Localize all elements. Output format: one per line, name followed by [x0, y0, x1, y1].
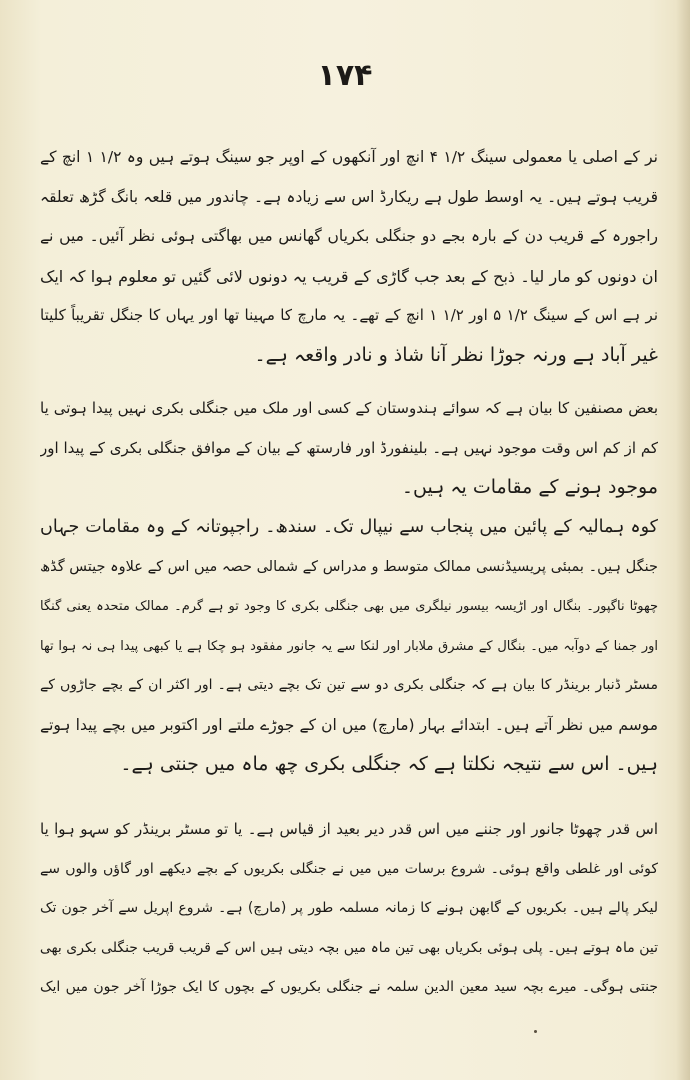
- page-edge-shadow: [676, 0, 690, 1080]
- text-line: راجورہ کے قریب دن کے بارہ بجے دو جنگلی بکریاں گھانس میں بھاگتی ہوئی نظر آئیں۔ میں نے: [40, 227, 658, 245]
- text-line: تین ماہ ہوتے ہیں۔ پلی ہوئی بکریاں بھی تین ماہ میں بچہ دیتی ہیں اس کے قریب قریب جنگلی بکری بھی: [40, 939, 658, 956]
- text-line: مسٹر ڈنبار برینڈر کا بیان ہے کہ جنگلی بکری دو سے تین تک بچے دیتی ہے۔ اور اکثر ان کے بچے جاڑوں کے: [40, 677, 658, 693]
- text-line: قریب ہوتے ہیں۔ یہ اوسط طول ہے ریکارڈ اس سے زیادہ ہے۔ چاندور میں قلعہ بانگ گڑھ تعلقہ: [40, 187, 658, 206]
- text-line: اس قدر چھوٹا جانور اور جننے میں اس قدر دیر بعید از قیاس ہے۔ یا تو مسٹر برینڈر کو سہو ہوا یا: [40, 820, 658, 838]
- paragraph-authors-statement: [40, 389, 658, 508]
- paragraph-habitat-locations: [40, 508, 658, 785]
- paragraph-breeding-observations: [40, 810, 658, 1008]
- page-number: ۱۷۴: [317, 58, 373, 93]
- text-line: چھوٹا ناگپور۔ بنگال اور اڑیسہ بیسور نیلگری میں بھی جنگلی بکری کا وجود تو ہے گرم۔ ممالک متحدہ یعنی گنگا: [40, 599, 658, 614]
- text-line: لیکر پالے ہیں۔ بکریوں کے گابھن ہونے کا زمانہ مسلمہ طور پر (مارچ) ہے۔ شروع اپریل سے آخر جون تک: [40, 900, 658, 916]
- text-line: بعض مصنفین کا بیان ہے کہ سوائے ہندوستان کے کسی اور ملک میں جنگلی بکری نہیں پیدا ہوتی یا: [40, 399, 658, 417]
- paragraph-horn-measurements: [40, 138, 658, 375]
- text-line: کم از کم اس وقت موجود نہیں ہے۔ بلینفورڈ اور فارستھ کے بیان کے موافق جنگلی بکری کے پیدا اور: [40, 438, 658, 457]
- text-line: جنگل ہیں۔ بمبئی پریسیڈنسی ممالک متوسط و مدراس کے شمالی حصہ میں اس کے علاوہ جیتس گڈھ: [40, 558, 658, 575]
- text-line: جنتی ہوگی۔ میرے بچہ سید معین الدین سلمہ نے جنگلی بکریوں کے بچوں کا ایک جوڑا آخر جون میں ایک: [40, 979, 658, 995]
- text-line: غیر آباد ہے ورنہ جوڑا نظر آنا شاذ و نادر واقعہ ہے۔: [254, 343, 658, 366]
- text-line: کوہ ہمالیہ کے پائین میں پنجاب سے نیپال تک۔ سندھ۔ راجپوتانہ کے وہ مقامات جہاں: [40, 517, 658, 537]
- text-line: موسم میں نظر آتے ہیں۔ ابتدائے بہار (مارچ) میں ان کے جوڑے ملتے اور اکتوبر میں بچے پیدا ہوتے: [40, 715, 658, 734]
- ink-speck: [534, 1030, 537, 1033]
- text-line: اور جمنا کے دوآبہ میں۔ بنگال کے مشرق ملابار اور لنکا سے یہ جانور مفقود ہو چکا ہے یا کبھی پیدا ہی نہ ہوا تھا: [40, 638, 658, 654]
- text-line: کوئی اور غلطی واقع ہوئی۔ شروع برسات میں میں نے جنگلی بکریوں کے بچے دیکھے اور گاؤں والوں سے: [40, 860, 658, 877]
- text-line: نر کے اصلی یا معمولی سینگ ۱/۲ ۴ انچ اور آنکھوں کے اوپر جو سینگ ہوتے ہیں وہ ۱/۲ ۱ انچ کے: [40, 148, 658, 166]
- text-line: موجود ہونے کے مقامات یہ ہیں۔: [401, 476, 658, 498]
- text-line: نر ہے اس کے سینگ ۱/۲ ۵ اور ۱/۲ ۱ انچ کے تھے۔ یہ مارچ کا مہینا تھا اور یہاں کا جنگل تقریباً کلیتا: [40, 306, 658, 324]
- text-line: ہیں۔ اس سے نتیجہ نکلتا ہے کہ جنگلی بکری چھ ماہ میں جنتی ہے۔: [120, 753, 658, 775]
- text-line: ان دونوں کو مار لیا۔ ذبح کے بعد جب گاڑی کے قریب یہ دونوں لائی گئیں تو معلوم ہوا کہ ایک: [40, 266, 658, 286]
